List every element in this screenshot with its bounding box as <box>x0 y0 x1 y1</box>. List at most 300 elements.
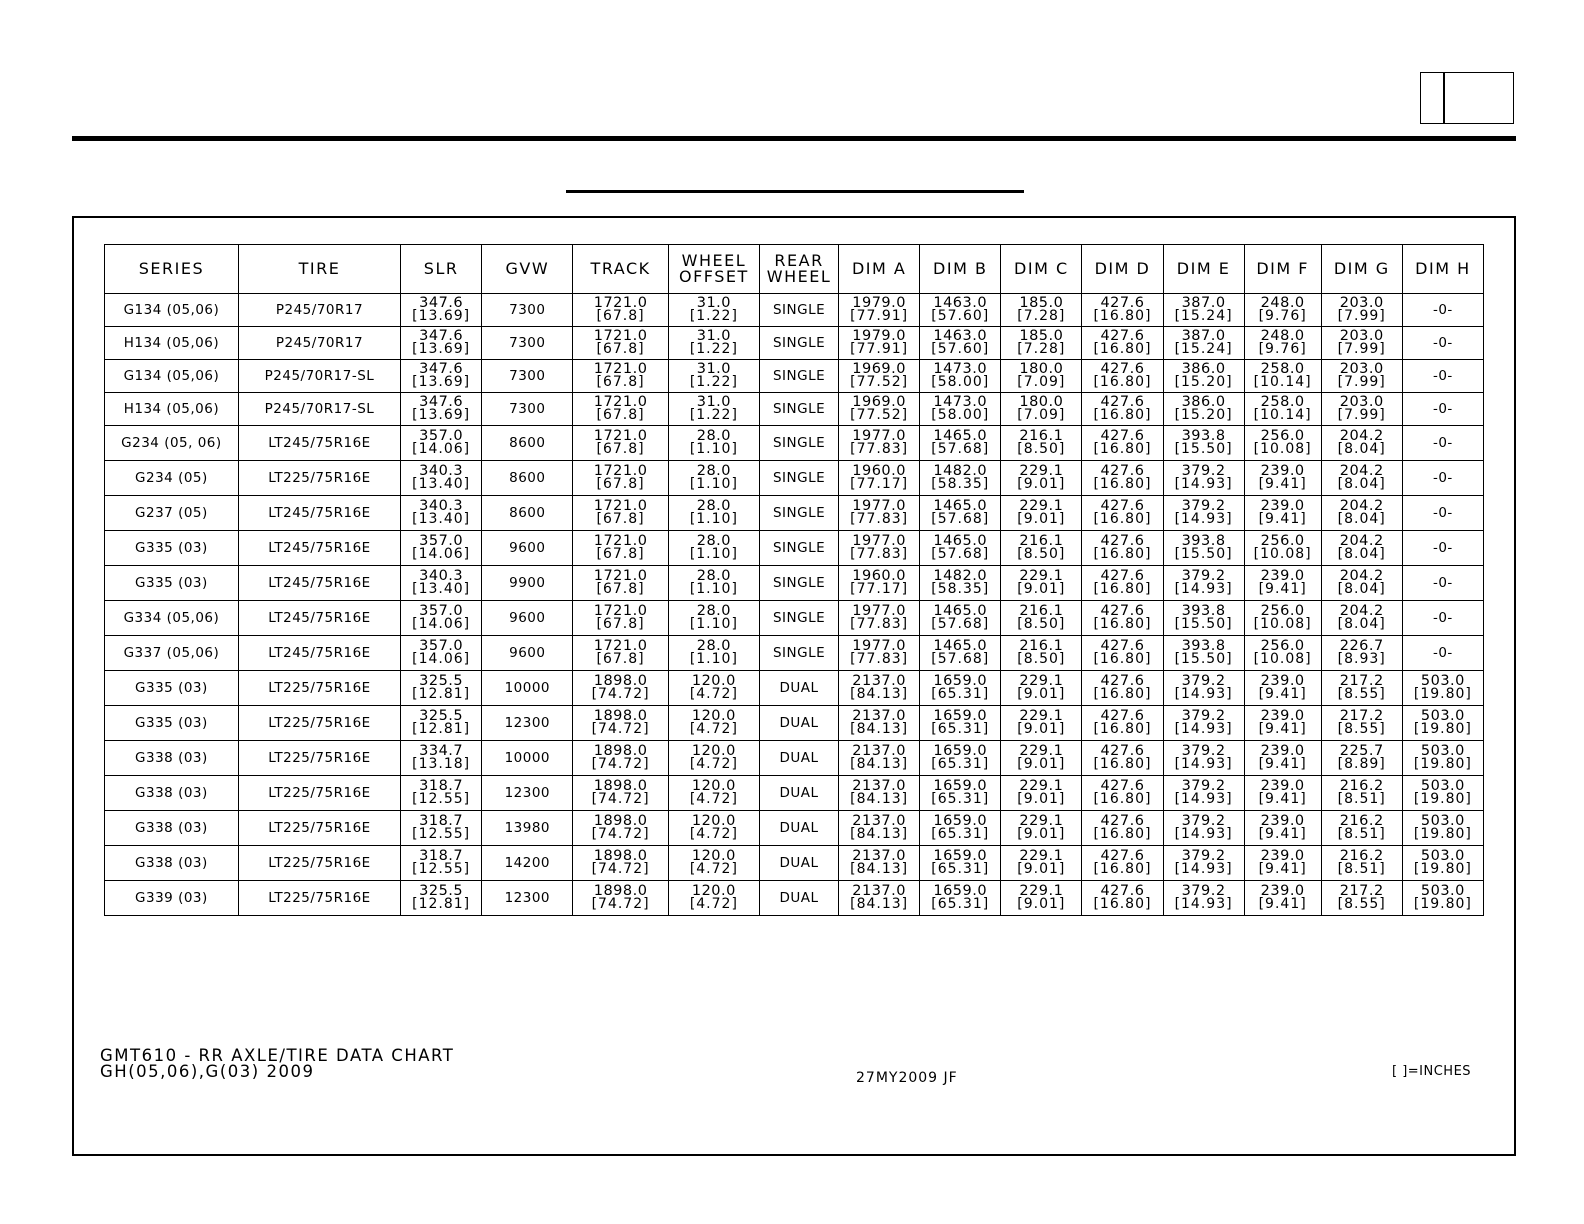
cell-dim-b <box>920 496 1001 531</box>
cell-dim-a <box>839 881 920 916</box>
metric-value: 120.0 <box>691 778 736 794</box>
cell-dim-c <box>1001 566 1082 601</box>
metric-value: 1465.0 <box>933 533 988 549</box>
table-row <box>105 741 1484 776</box>
metric-value: 393.8 <box>1181 428 1226 444</box>
metric-value: 28.0 <box>696 568 732 584</box>
cell-dim-a <box>839 846 920 881</box>
inch-value: [16.80] <box>1093 756 1152 772</box>
cell-dim-c <box>1001 706 1082 741</box>
inch-value: [67.8] <box>596 341 645 357</box>
metric-value: 31.0 <box>696 361 732 377</box>
inch-value: [14.06] <box>412 616 471 632</box>
inch-value: [14.93] <box>1174 686 1233 702</box>
inch-value: [8.04] <box>1337 616 1386 632</box>
cell-dim-g <box>1321 601 1402 636</box>
metric-value: 203.0 <box>1339 328 1384 344</box>
inch-value: [9.76] <box>1258 308 1307 324</box>
cell-dim-f <box>1244 776 1321 811</box>
cell-dim-d <box>1082 531 1163 566</box>
inch-value: [9.41] <box>1258 756 1307 772</box>
metric-value: 239.0 <box>1260 778 1305 794</box>
cell-dim-f <box>1244 636 1321 671</box>
inch-value: [77.83] <box>850 511 909 527</box>
cell-dim-f <box>1244 393 1321 426</box>
cell-dim-h: -0- <box>1402 360 1483 393</box>
table-body <box>105 294 1484 916</box>
cell-wheel-offset <box>668 426 759 461</box>
metric-value: 1721.0 <box>593 295 648 311</box>
metric-value: 1721.0 <box>593 463 648 479</box>
cell-wheel-offset <box>668 741 759 776</box>
metric-value: 1659.0 <box>933 848 988 864</box>
cell-dim-a <box>839 496 920 531</box>
column-header-text: WHEEL <box>766 267 832 286</box>
cell-wheel-offset <box>668 846 759 881</box>
cell-tire: LT245/75R16E <box>238 496 400 531</box>
cell-dim-a <box>839 636 920 671</box>
inch-value: [13.40] <box>412 581 471 597</box>
inch-value: [13.69] <box>412 308 471 324</box>
metric-value: 216.1 <box>1019 638 1064 654</box>
cell-dim-a <box>839 811 920 846</box>
cell-wheel-offset <box>668 531 759 566</box>
inch-value: [15.24] <box>1174 341 1233 357</box>
inch-value: [57.68] <box>931 651 990 667</box>
inch-value: [77.83] <box>850 441 909 457</box>
metric-value: 503.0 <box>1420 813 1465 829</box>
cell-dim-c <box>1001 811 1082 846</box>
inch-value: [8.51] <box>1337 826 1386 842</box>
metric-value: 216.2 <box>1339 848 1384 864</box>
inch-value: [57.68] <box>931 441 990 457</box>
metric-value: 1465.0 <box>933 498 988 514</box>
cell-gvw: 13980 <box>482 811 573 846</box>
inch-value: [16.80] <box>1093 511 1152 527</box>
metric-value: 1659.0 <box>933 743 988 759</box>
inch-value: [16.80] <box>1093 308 1152 324</box>
inch-value: [14.93] <box>1174 861 1233 877</box>
cell-dim-e <box>1163 294 1244 327</box>
column-header-series <box>105 245 239 294</box>
inch-value: [9.01] <box>1017 686 1066 702</box>
inch-value: [14.93] <box>1174 511 1233 527</box>
metric-value: 503.0 <box>1420 848 1465 864</box>
metric-value: 427.6 <box>1100 638 1145 654</box>
metric-value: 28.0 <box>696 428 732 444</box>
inch-value: [84.13] <box>850 756 909 772</box>
metric-value: 1898.0 <box>593 813 648 829</box>
inch-value: [16.80] <box>1093 651 1152 667</box>
inch-value: [8.50] <box>1017 441 1066 457</box>
metric-value: 1721.0 <box>593 603 648 619</box>
inch-value: [14.06] <box>412 441 471 457</box>
inch-value: [16.80] <box>1093 896 1152 912</box>
metric-value: 203.0 <box>1339 361 1384 377</box>
metric-value: 239.0 <box>1260 708 1305 724</box>
cell-dim-d <box>1082 294 1163 327</box>
metric-value: 503.0 <box>1420 673 1465 689</box>
metric-value: 1473.0 <box>933 361 988 377</box>
metric-value: 248.0 <box>1260 328 1305 344</box>
inch-value: [19.80] <box>1413 756 1472 772</box>
cell-dim-d <box>1082 846 1163 881</box>
metric-value: 256.0 <box>1260 428 1305 444</box>
inch-value: [4.72] <box>689 721 738 737</box>
inch-value: [10.08] <box>1253 616 1312 632</box>
metric-value: 427.6 <box>1100 295 1145 311</box>
cell-gvw: 12300 <box>482 706 573 741</box>
units-note: [ ]=INCHES <box>1392 1064 1472 1079</box>
cell-dim-d <box>1082 706 1163 741</box>
metric-value: 1898.0 <box>593 708 648 724</box>
cell-dim-c <box>1001 496 1082 531</box>
cell-tire: LT225/75R16E <box>238 881 400 916</box>
column-header-track <box>573 245 668 294</box>
cell-gvw: 8600 <box>482 426 573 461</box>
inch-value: [9.01] <box>1017 581 1066 597</box>
cell-tire: P245/70R17-SL <box>238 360 400 393</box>
inch-value: [9.01] <box>1017 791 1066 807</box>
metric-value: 1659.0 <box>933 778 988 794</box>
inch-value: [1.10] <box>689 476 738 492</box>
table-row <box>105 636 1484 671</box>
table-row <box>105 393 1484 426</box>
inch-value: [9.41] <box>1258 896 1307 912</box>
cell-dim-a <box>839 360 920 393</box>
cell-series: G338 (03) <box>105 811 239 846</box>
table-row <box>105 496 1484 531</box>
inch-value: [16.80] <box>1093 791 1152 807</box>
cell-series: G234 (05) <box>105 461 239 496</box>
cell-dim-d <box>1082 811 1163 846</box>
metric-value: 379.2 <box>1181 778 1226 794</box>
cell-dim-h: -0- <box>1402 294 1483 327</box>
inch-value: [9.01] <box>1017 476 1066 492</box>
cell-dim-e <box>1163 741 1244 776</box>
metric-value: 379.2 <box>1181 568 1226 584</box>
cell-dim-h: -0- <box>1402 566 1483 601</box>
cell-dim-e <box>1163 776 1244 811</box>
cell-gvw: 14200 <box>482 846 573 881</box>
cell-dim-b <box>920 671 1001 706</box>
cell-slr <box>401 601 482 636</box>
inch-value: [4.72] <box>689 791 738 807</box>
metric-value: 379.2 <box>1181 743 1226 759</box>
cell-dim-f <box>1244 881 1321 916</box>
cell-track <box>573 846 668 881</box>
cell-slr <box>401 360 482 393</box>
inch-value: [9.01] <box>1017 756 1066 772</box>
inch-value: [77.91] <box>850 341 909 357</box>
metric-value: 427.6 <box>1100 883 1145 899</box>
cell-series: G338 (03) <box>105 846 239 881</box>
inch-value: [9.41] <box>1258 791 1307 807</box>
cell-dim-c <box>1001 846 1082 881</box>
cell-dim-f <box>1244 327 1321 360</box>
metric-value: 185.0 <box>1019 295 1064 311</box>
metric-value: 1482.0 <box>933 463 988 479</box>
cell-series: G335 (03) <box>105 531 239 566</box>
cell-dim-g <box>1321 811 1402 846</box>
metric-value: 216.2 <box>1339 778 1384 794</box>
table-row <box>105 846 1484 881</box>
inch-value: [4.72] <box>689 686 738 702</box>
cell-series: G134 (05,06) <box>105 294 239 327</box>
inch-value: [19.80] <box>1413 686 1472 702</box>
metric-value: 239.0 <box>1260 848 1305 864</box>
cell-dim-c <box>1001 601 1082 636</box>
inch-value: [10.14] <box>1253 374 1312 390</box>
cell-tire: LT245/75R16E <box>238 601 400 636</box>
metric-value: 1465.0 <box>933 428 988 444</box>
metric-value: 393.8 <box>1181 603 1226 619</box>
cell-dim-a <box>839 393 920 426</box>
metric-value: 340.3 <box>419 498 464 514</box>
cell-dim-h <box>1402 671 1483 706</box>
metric-value: 427.6 <box>1100 743 1145 759</box>
inch-value: [67.8] <box>596 616 645 632</box>
title-underline <box>566 190 1024 193</box>
cell-dim-f <box>1244 531 1321 566</box>
metric-value: 427.6 <box>1100 361 1145 377</box>
metric-value: 258.0 <box>1260 361 1305 377</box>
inch-value: [67.8] <box>596 476 645 492</box>
metric-value: 1721.0 <box>593 638 648 654</box>
metric-value: 1721.0 <box>593 394 648 410</box>
cell-dim-d <box>1082 496 1163 531</box>
inch-value: [8.55] <box>1337 686 1386 702</box>
cell-dim-e <box>1163 327 1244 360</box>
inch-value: [77.83] <box>850 616 909 632</box>
cell-dim-a <box>839 601 920 636</box>
cell-dim-b <box>920 531 1001 566</box>
metric-value: 1721.0 <box>593 428 648 444</box>
metric-value: 203.0 <box>1339 394 1384 410</box>
drawing-title <box>100 1048 454 1080</box>
cell-dim-a <box>839 294 920 327</box>
inch-value: [74.72] <box>591 721 650 737</box>
metric-value: 229.1 <box>1019 848 1064 864</box>
metric-value: 386.0 <box>1181 394 1226 410</box>
inch-value: [57.60] <box>931 308 990 324</box>
cell-slr <box>401 327 482 360</box>
cell-dim-e <box>1163 360 1244 393</box>
cell-dim-a <box>839 741 920 776</box>
metric-value: 216.2 <box>1339 813 1384 829</box>
inch-value: [19.80] <box>1413 826 1472 842</box>
inch-value: [8.04] <box>1337 511 1386 527</box>
cell-series: G335 (03) <box>105 706 239 741</box>
column-header-text: DIM A <box>851 259 907 278</box>
cell-wheel-offset <box>668 327 759 360</box>
cell-dim-a <box>839 531 920 566</box>
cell-wheel-offset <box>668 811 759 846</box>
inch-value: [1.22] <box>689 374 738 390</box>
metric-value: 1977.0 <box>852 428 906 444</box>
inch-value: [9.41] <box>1258 721 1307 737</box>
metric-value: 357.0 <box>419 638 464 654</box>
table-row <box>105 327 1484 360</box>
metric-value: 225.7 <box>1339 743 1384 759</box>
cell-tire: LT225/75R16E <box>238 706 400 741</box>
metric-value: 379.2 <box>1181 708 1226 724</box>
inch-value: [4.72] <box>689 756 738 772</box>
cell-dim-c <box>1001 741 1082 776</box>
metric-value: 229.1 <box>1019 813 1064 829</box>
table-row <box>105 294 1484 327</box>
cell-dim-f <box>1244 294 1321 327</box>
cell-slr <box>401 531 482 566</box>
inch-value: [8.51] <box>1337 791 1386 807</box>
cell-gvw: 10000 <box>482 741 573 776</box>
cell-rear-wheel: SINGLE <box>760 601 839 636</box>
cell-dim-b <box>920 741 1001 776</box>
inch-value: [15.50] <box>1174 441 1233 457</box>
cell-dim-f <box>1244 461 1321 496</box>
inch-value: [12.55] <box>412 791 471 807</box>
cell-rear-wheel: SINGLE <box>760 294 839 327</box>
metric-value: 318.7 <box>419 813 464 829</box>
metric-value: 379.2 <box>1181 673 1226 689</box>
metric-value: 1979.0 <box>852 295 906 311</box>
metric-value: 1659.0 <box>933 708 988 724</box>
table-row <box>105 881 1484 916</box>
cell-dim-a <box>839 776 920 811</box>
cell-rear-wheel: DUAL <box>760 671 839 706</box>
cell-gvw: 7300 <box>482 360 573 393</box>
metric-value: 120.0 <box>691 708 736 724</box>
inch-value: [16.80] <box>1093 721 1152 737</box>
inch-value: [13.40] <box>412 511 471 527</box>
metric-value: 427.6 <box>1100 568 1145 584</box>
inch-value: [14.93] <box>1174 791 1233 807</box>
cell-dim-h <box>1402 811 1483 846</box>
metric-value: 1659.0 <box>933 883 988 899</box>
column-header-dim-f <box>1244 245 1321 294</box>
inch-value: [74.72] <box>591 826 650 842</box>
metric-value: 28.0 <box>696 603 732 619</box>
cell-series: G335 (03) <box>105 566 239 601</box>
inch-value: [15.20] <box>1174 407 1233 423</box>
table-row <box>105 461 1484 496</box>
metric-value: 204.2 <box>1339 428 1384 444</box>
inch-value: [10.08] <box>1253 651 1312 667</box>
metric-value: 318.7 <box>419 848 464 864</box>
metric-value: 387.0 <box>1181 328 1226 344</box>
cell-dim-h: -0- <box>1402 496 1483 531</box>
cell-dim-h: -0- <box>1402 327 1483 360</box>
cell-dim-d <box>1082 566 1163 601</box>
metric-value: 1659.0 <box>933 813 988 829</box>
cell-slr <box>401 776 482 811</box>
cell-dim-c <box>1001 776 1082 811</box>
cell-gvw: 9600 <box>482 601 573 636</box>
metric-value: 1465.0 <box>933 603 988 619</box>
inch-value: [19.80] <box>1413 861 1472 877</box>
cell-dim-c <box>1001 461 1082 496</box>
cell-dim-e <box>1163 881 1244 916</box>
sheet-number-box-divider <box>1443 73 1445 123</box>
inch-value: [16.80] <box>1093 476 1152 492</box>
cell-slr <box>401 671 482 706</box>
cell-track <box>573 706 668 741</box>
cell-track <box>573 741 668 776</box>
cell-track <box>573 360 668 393</box>
metric-value: 180.0 <box>1019 394 1064 410</box>
cell-dim-d <box>1082 601 1163 636</box>
cell-dim-a <box>839 671 920 706</box>
cell-wheel-offset <box>668 706 759 741</box>
cell-dim-b <box>920 393 1001 426</box>
inch-value: [67.8] <box>596 407 645 423</box>
column-header-text: DIM G <box>1333 259 1390 278</box>
metric-value: 258.0 <box>1260 394 1305 410</box>
inch-value: [16.80] <box>1093 581 1152 597</box>
cell-dim-h <box>1402 881 1483 916</box>
cell-dim-g <box>1321 636 1402 671</box>
cell-slr <box>401 846 482 881</box>
metric-value: 239.0 <box>1260 743 1305 759</box>
column-header-wheel-offset <box>668 245 759 294</box>
metric-value: 120.0 <box>691 673 736 689</box>
metric-value: 239.0 <box>1260 673 1305 689</box>
inch-value: [9.01] <box>1017 826 1066 842</box>
cell-dim-g <box>1321 531 1402 566</box>
cell-wheel-offset <box>668 496 759 531</box>
inch-value: [84.13] <box>850 721 909 737</box>
cell-tire: P245/70R17 <box>238 327 400 360</box>
metric-value: 393.8 <box>1181 533 1226 549</box>
cell-slr <box>401 706 482 741</box>
cell-slr <box>401 461 482 496</box>
cell-tire: P245/70R17-SL <box>238 393 400 426</box>
metric-value: 427.6 <box>1100 463 1145 479</box>
metric-value: 1482.0 <box>933 568 988 584</box>
table-header-row <box>105 245 1484 294</box>
metric-value: 2137.0 <box>852 743 906 759</box>
inch-value: [7.99] <box>1337 407 1386 423</box>
cell-tire: P245/70R17 <box>238 294 400 327</box>
metric-value: 427.6 <box>1100 848 1145 864</box>
cell-dim-f <box>1244 671 1321 706</box>
metric-value: 1977.0 <box>852 498 906 514</box>
metric-value: 185.0 <box>1019 328 1064 344</box>
cell-dim-e <box>1163 601 1244 636</box>
cell-tire: LT225/75R16E <box>238 671 400 706</box>
sheet-number-box <box>1420 72 1514 124</box>
column-header-gvw <box>482 245 573 294</box>
metric-value: 1473.0 <box>933 394 988 410</box>
metric-value: 427.6 <box>1100 813 1145 829</box>
metric-value: 2137.0 <box>852 848 906 864</box>
inch-value: [14.93] <box>1174 476 1233 492</box>
cell-dim-d <box>1082 671 1163 706</box>
metric-value: 203.0 <box>1339 295 1384 311</box>
column-header-text: TIRE <box>298 259 341 278</box>
cell-wheel-offset <box>668 461 759 496</box>
inch-value: [7.99] <box>1337 308 1386 324</box>
column-header-dim-h <box>1402 245 1483 294</box>
inch-value: [58.35] <box>931 581 990 597</box>
inch-value: [12.81] <box>412 686 471 702</box>
cell-dim-f <box>1244 360 1321 393</box>
cell-dim-d <box>1082 327 1163 360</box>
column-header-text: REAR <box>774 251 824 270</box>
cell-dim-b <box>920 776 1001 811</box>
cell-tire: LT225/75R16E <box>238 741 400 776</box>
metric-value: 120.0 <box>691 848 736 864</box>
